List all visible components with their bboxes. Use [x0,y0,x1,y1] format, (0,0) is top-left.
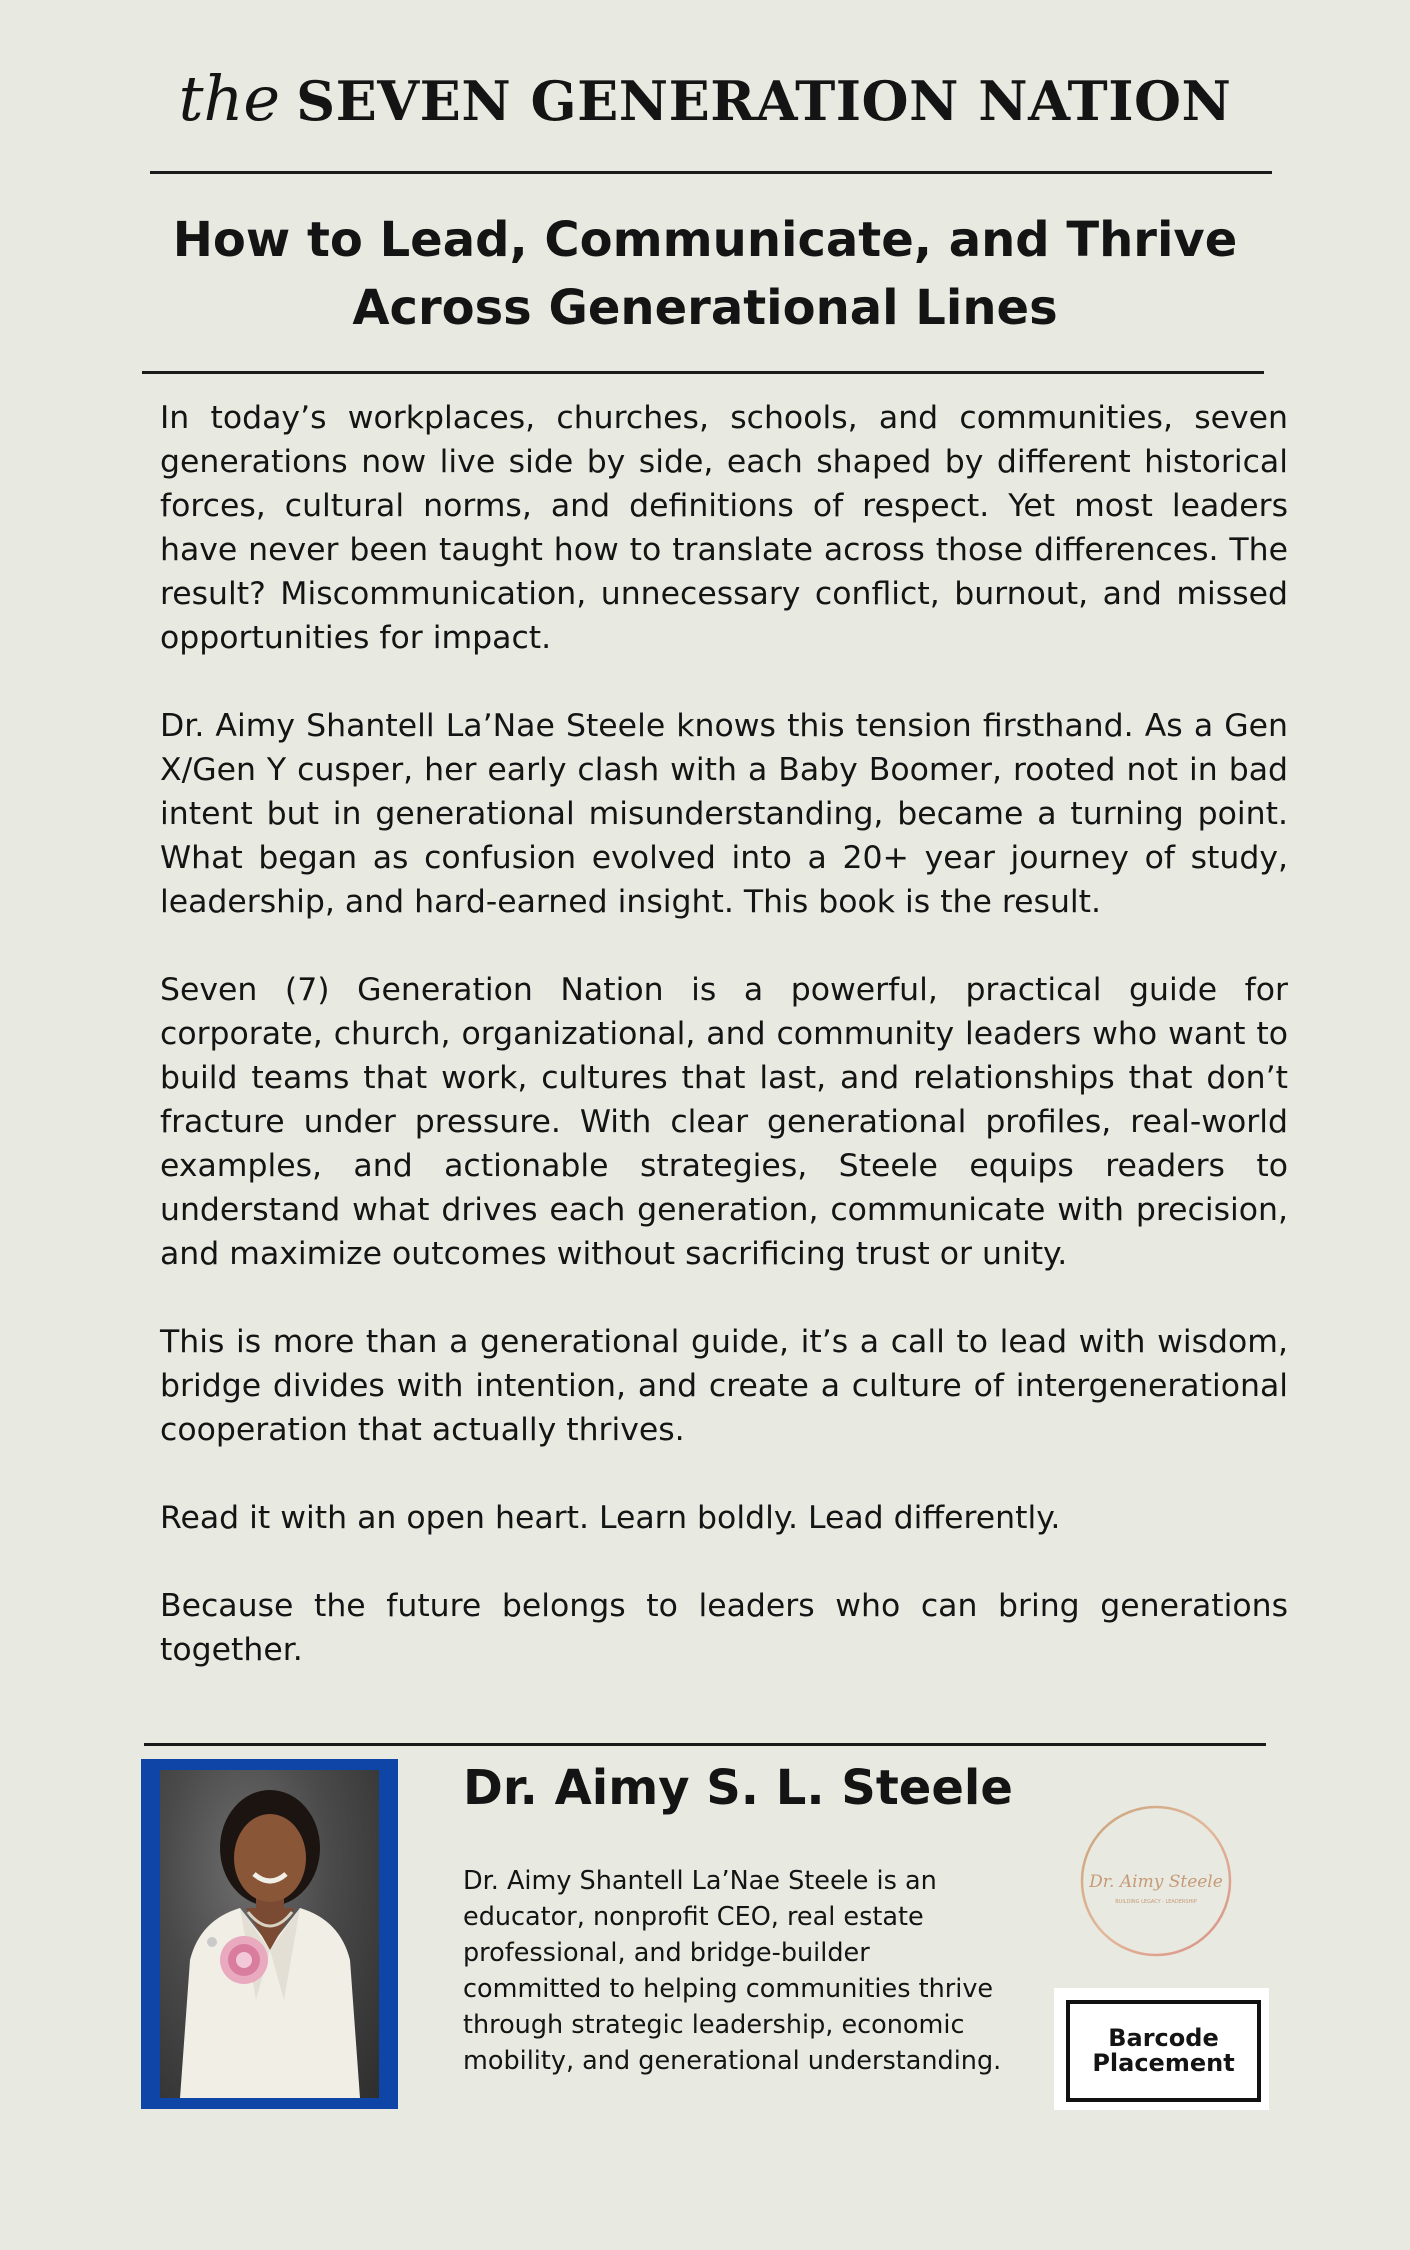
description-paragraph-6: Because the future belongs to leaders who can bring generations together. [160,1588,1288,1668]
title-main: SEVEN GENERATION NATION [296,69,1232,133]
book-subtitle [150,206,1260,342]
description-paragraph-3: Seven (7) Generation Nation is a powerful, practical guide for corporate, church, organizational, and community leaders who want to build teams that work, cultures that last, and relationships that don’t fracture under pressure. With clear generational profiles, real-world examples, and actionable strategies, Steele equips readers to understand what drives each generation, communicate with precision, and maximize outcomes without sacrificing trust or unity. [160,972,1288,1272]
divider-author [144,1743,1266,1746]
bio-line: through strategic leadership, economic [463,2010,965,2040]
subtitle-line-2: Across Generational Lines [352,280,1058,336]
bio-line: professional, and bridge-builder [463,1938,870,1968]
author-photo-frame [141,1759,398,2109]
description-paragraph-4: This is more than a generational guide, it’s a call to lead with wisdom, bridge divides with intention, and create a culture of intergenerational cooperation that actually thrives. [160,1324,1288,1448]
barcode-label-line-2: Placement [1092,2049,1235,2077]
bio-line: Dr. Aimy Shantell La’Nae Steele is an [463,1866,937,1896]
description-paragraph-2: Dr. Aimy Shantell La’Nae Steele knows this tension firsthand. As a Gen X/Gen Y cusper, her early clash with a Baby Boomer, rooted not in bad intent but in generational misunderstanding, became a turning point. What began as confusion evolved into a 20+ year journey of study, leadership, and hard-earned insight. This book is the result. [160,708,1288,920]
title-article: the [178,62,281,135]
subtitle-line-1: How to Lead, Communicate, and Thrive [172,212,1238,268]
barcode-placeholder [1066,2000,1261,2102]
book-title [0,62,1410,135]
divider-subtitle [142,371,1264,374]
author-logo [1078,1803,1234,1959]
bio-line: educator, nonprofit CEO, real estate [463,1902,924,1932]
bio-line: mobility, and generational understanding. [463,2046,1002,2076]
author-bio [463,1863,1023,2079]
logo-tagline: BUILDING LEGACY · LEADERSHIP [1115,1899,1197,1905]
logo-script: Dr. Aimy Steele [1089,1872,1223,1892]
barcode-label-line-1: Barcode [1108,2024,1219,2052]
logo-seal-icon [1078,1803,1234,1959]
divider-top [150,171,1272,174]
author-name: Dr. Aimy S. L. Steele [463,1760,1013,1816]
author-photo [160,1770,379,2098]
barcode-placement [1054,1988,1269,2110]
description-paragraph-1: In today’s workplaces, churches, schools, and communities, seven generations now live side by side, each shaped by different historical forces, cultural norms, and definitions of respect. Yet most leaders have never been taught how to translate across those differences. The result? Miscommunication, unnecessary conflict, burnout, and missed opportunities for impact. [160,400,1288,656]
description-paragraph-5: Read it with an open heart. Learn boldly. Lead differently. [160,1500,1061,1536]
bio-line: committed to helping communities thrive [463,1974,994,2004]
book-description [160,396,1288,1716]
author-portrait-illustration [160,1770,379,2098]
